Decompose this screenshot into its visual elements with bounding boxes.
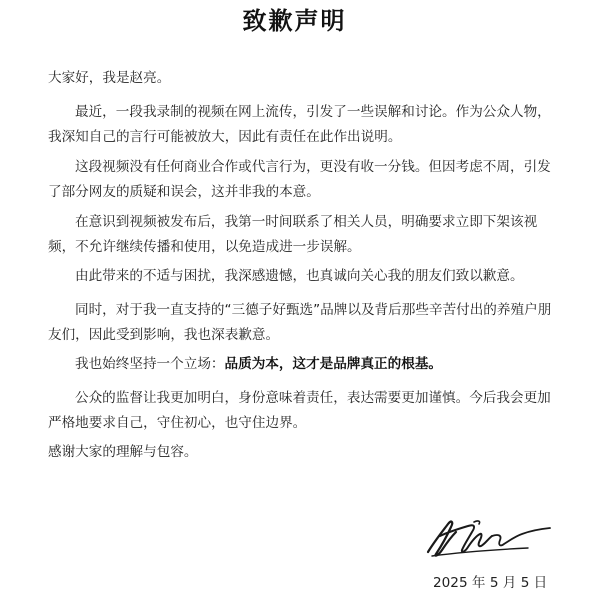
date-line: 2025 年 5 月 5 日 (433, 575, 548, 591)
paragraph-6: 公众的监督让我更加明白，身份意味着责任，表达需要更加谨慎。今后我会更加严格地要求自己，守住初心，也守住边界。 (48, 390, 551, 431)
paragraph-2: 这段视频没有任何商业合作或代言行为，更没有收一分钱。但因考虑不周，引发了部分网友的质疑和误会，这并非我的本意。 (48, 159, 551, 200)
paragraph-4: 由此带来的不适与困扰，我深感遗憾，也真诚向关心我的朋友们致以歉意。 (75, 268, 524, 284)
document-title: 致歉声明 (242, 7, 347, 35)
closing-line: 感谢大家的理解与包容。 (48, 444, 198, 460)
stance-prefix: 我也始终坚持一个立场： (75, 356, 225, 372)
paragraph-5: 同时，对于我一直支持的“三德子好甄选”品牌以及背后那些辛苦付出的养殖户朋友们，因此受到影响，我也深表歉意。 (48, 302, 552, 343)
paragraph-3: 在意识到视频被发布后，我第一时间联系了相关人员，明确要求立即下架该视频，不允许继续传播和使用，以免造成进一步误解。 (48, 214, 538, 255)
stance-emphasis: 品质为本，这才是品牌真正的根基。 (224, 356, 443, 372)
handwritten-signature (418, 512, 558, 560)
stance-paragraph (48, 352, 558, 377)
paragraph-1: 最近，一段我录制的视频在网上流传，引发了一些误解和讨论。作为公众人物，我深知自己的言行可能被放大，因此有责任在此作出说明。 (48, 104, 551, 145)
greeting: 大家好，我是赵亮。 (48, 70, 171, 86)
